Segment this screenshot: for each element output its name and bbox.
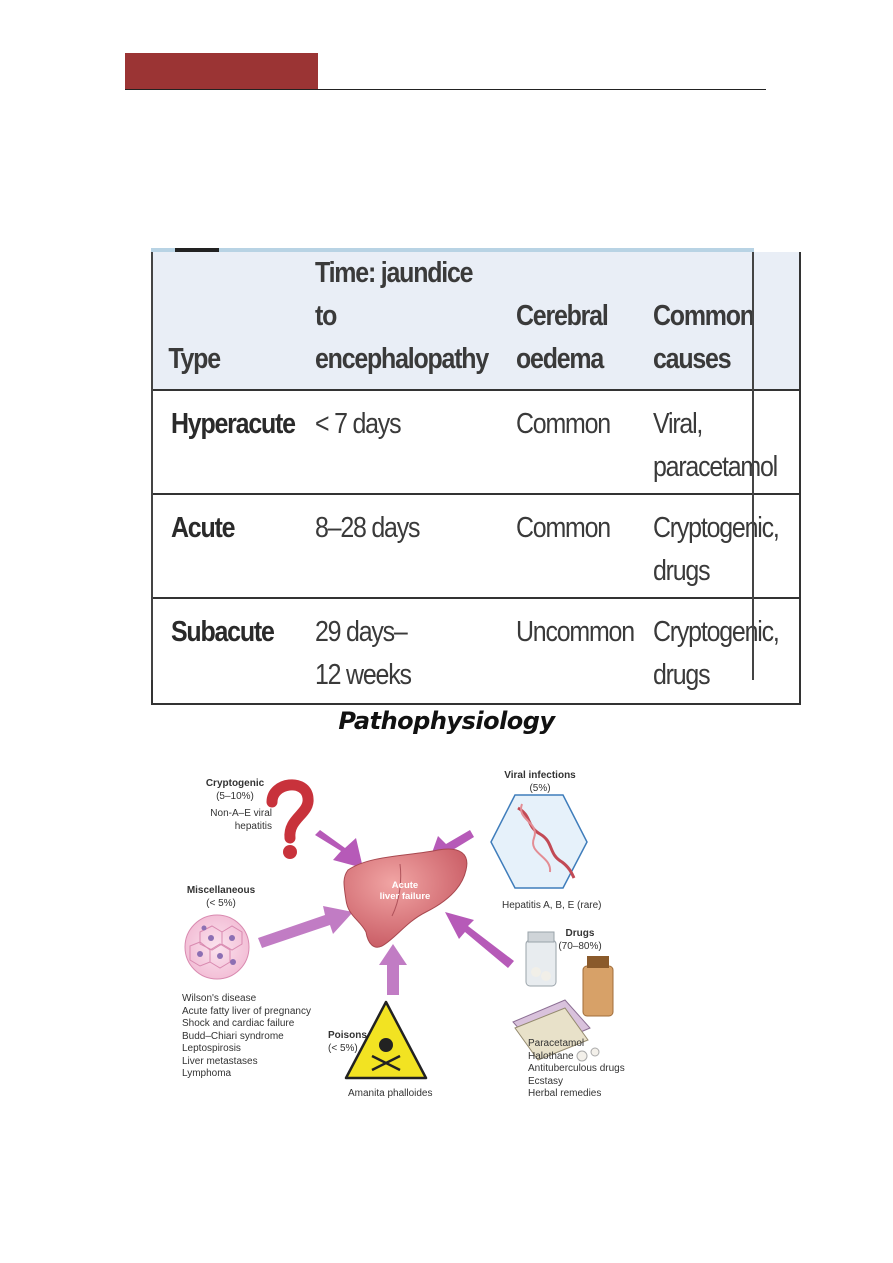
section-title: Pathophysiology [338, 707, 555, 735]
arrow-drugs [445, 912, 514, 968]
cell-causes: Viral, paracetamol [653, 408, 778, 483]
cell-causes: Cryptogenic, drugs [653, 616, 779, 691]
poisons-desc: Amanita phalloides [348, 1088, 433, 1099]
table-header-row [152, 252, 800, 390]
table-row [152, 494, 800, 598]
header-rule [125, 89, 766, 90]
virus-hexagon-icon [491, 795, 587, 888]
pathophysiology-diagram [170, 760, 650, 1110]
cell-time: < 7 days [314, 408, 401, 440]
header-time: Time: jaundice to encephalopathy [314, 257, 488, 375]
header-accent-bar [125, 53, 318, 90]
table-row [152, 598, 800, 704]
liver-failure-table [151, 248, 779, 691]
arrow-poisons [379, 944, 407, 995]
drugs-list: Paracetamol Halothane Antituberculous drugs Ecstasy Herbal remedies [528, 1038, 625, 1099]
arrow-cryptogenic [315, 830, 363, 868]
arrow-misc [258, 906, 353, 948]
cells-icon [185, 915, 249, 979]
cell-oedema: Common [516, 512, 611, 544]
viral-label: Viral infections (5%) [504, 770, 576, 794]
classification-table [151, 252, 801, 705]
viral-desc: Hepatitis A, B, E (rare) [502, 900, 602, 911]
misc-label: Miscellaneous (< 5%) [186, 885, 256, 909]
header-causes: Common causes [653, 300, 755, 375]
cell-oedema: Common [516, 408, 611, 440]
misc-list: Wilson's disease Acute fatty liver of pregnancy Shock and cardiac failure Budd–Chiari syndrome Leptospirosis Liver metastases Lymphoma [182, 993, 311, 1079]
cryptogenic-desc: Non-A–E viral hepatitis [210, 808, 272, 832]
cell-time: 8–28 days [314, 512, 420, 544]
cell-oedema: Uncommon [516, 616, 635, 648]
cell-causes: Cryptogenic, drugs [653, 512, 779, 587]
header-oedema: Cerebral oedema [516, 300, 608, 375]
poisons-label: Poisons (< 5%) [328, 1030, 367, 1054]
header-type: Type [168, 343, 220, 375]
cell-time: 29 days– 12 weeks [314, 616, 411, 691]
cell-type: Hyperacute [171, 408, 295, 440]
table-row [152, 390, 800, 494]
cryptogenic-label: Cryptogenic (5–10%) [205, 778, 265, 802]
center-label: Acute liver failure [379, 880, 431, 902]
cell-type: Subacute [171, 616, 274, 648]
cell-type: Acute [171, 512, 235, 544]
drugs-label: Drugs (70–80%) [558, 928, 602, 952]
